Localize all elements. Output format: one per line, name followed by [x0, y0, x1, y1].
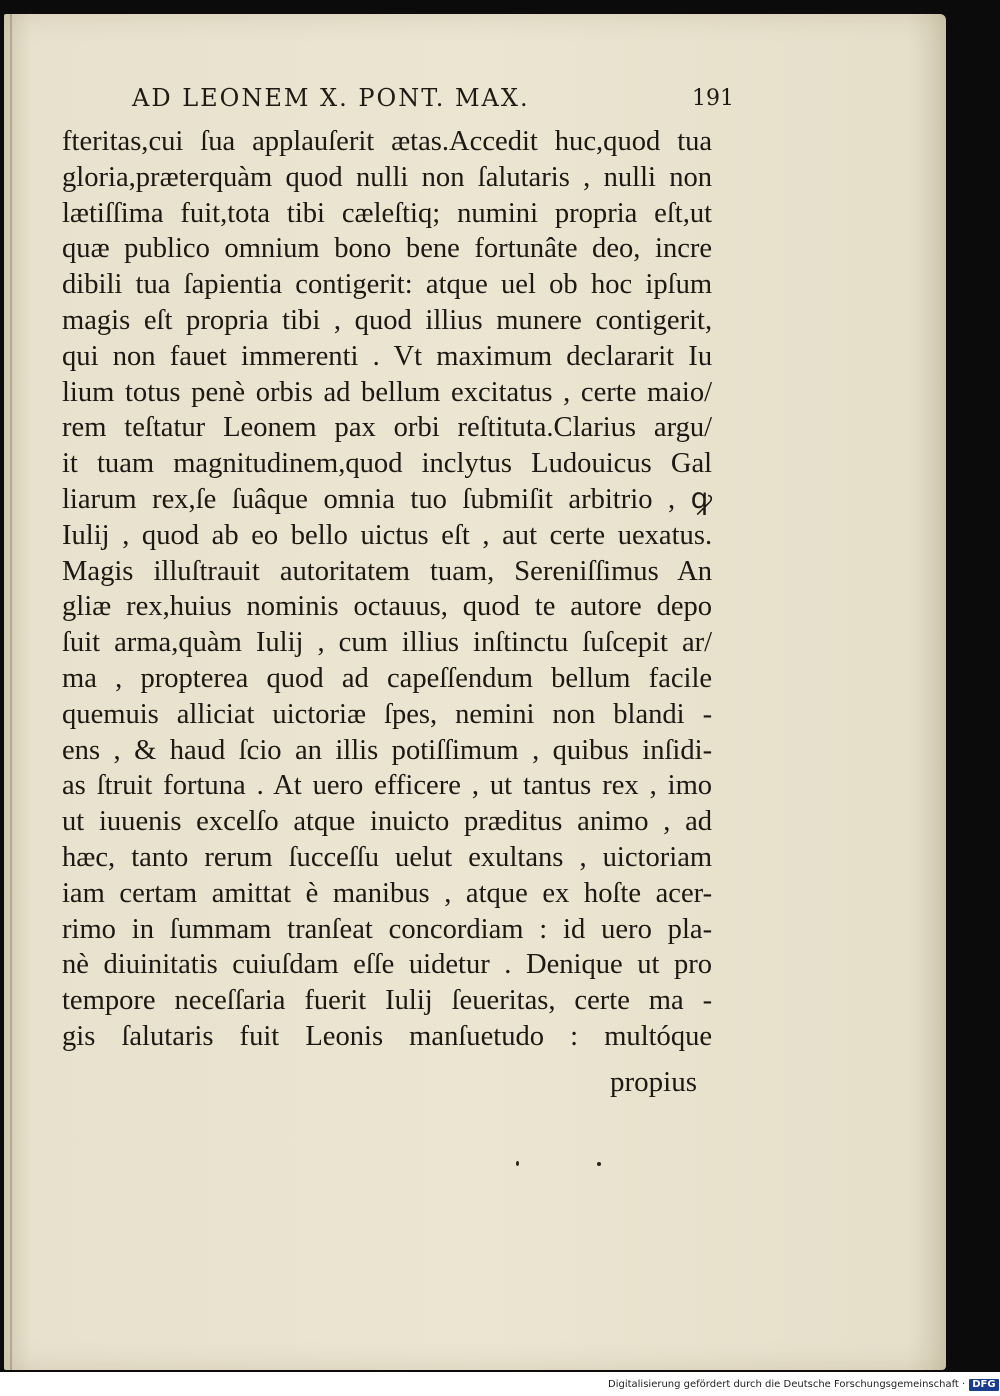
text-line: Iulij , quod ab eo bello uictus eſt , aut certe uexatus.: [62, 518, 713, 551]
text-line: ut iuuenis excelſo atque inuicto præditus animo , ad: [62, 805, 713, 838]
text-line: Magis illuſtrauit autoritatem tuam, Sereniſſimus An: [62, 554, 713, 587]
text-line: nè diuinitatis cuiuſdam eſſe uidetur . Denique ut pro: [62, 948, 713, 981]
text-line: gis ſalutaris fuit Leonis manſuetudo : multóque: [62, 1019, 713, 1052]
text-line: it tuam magnitudinem,quod inclytus Ludouicus Gal: [62, 447, 713, 480]
running-head: AD LEONEM X. PONT. MAX.: [132, 84, 530, 112]
text-line: magis eſt propria tibi , quod illius munere contigerit,: [62, 303, 713, 336]
dfg-logo: DFG: [969, 1379, 998, 1391]
text-line: rem teſtatur Leonem pax orbi reſtituta.Clarius argu/: [62, 411, 713, 444]
catchword: propius: [610, 1066, 697, 1098]
text-line: lium totus penè orbis ad bellum excitatus , certe maio/: [62, 375, 713, 408]
credit-text: Digitalisierung gefördert durch die Deutsche Forschungsgemeinschaft ·: [608, 1379, 966, 1390]
text-line: ens , & haud ſcio an illis potiſſimum , quibus inſidi-: [62, 733, 713, 766]
text-line: tempore neceſſaria fuerit Iulij ſeueritas, certe ma -: [62, 984, 713, 1017]
page-number: 191: [692, 86, 734, 111]
text-line: gliæ rex,huius nominis octauus, quod te autore depo: [62, 590, 713, 623]
book-page: [4, 14, 946, 1370]
text-line: rimo in ſummam tranſeat concordiam : id uero pla-: [62, 912, 713, 945]
text-line: liarum rex,ſe ſuâque omnia tuo ſubmiſit arbitrio , ꝙ: [62, 482, 713, 515]
ink-speck: [597, 1162, 601, 1166]
text-line: lætiſſima fuit,tota tibi cæleſtiq; numini propria eſt,ut: [62, 196, 713, 229]
ink-speck: [516, 1161, 519, 1166]
text-line: fteritas,cui ſua applauſerit ætas.Accedit huc,quod tua: [62, 125, 713, 157]
text-line: iam certam amittat è manibus , atque ex hoſte acer-: [62, 876, 713, 909]
page-gutter: [10, 14, 12, 1370]
text-line: as ſtruit fortuna . At uero efficere , ut tantus rex , imo: [62, 769, 713, 802]
text-line: ſuit arma,quàm Iulij , cum illius inſtinctu ſuſcepit ar/: [62, 626, 713, 659]
body-text: [62, 124, 722, 1055]
digitization-credit: [608, 1379, 999, 1391]
text-line: ma , propterea quod ad capeſſendum bellum facile: [62, 661, 713, 694]
text-line: dibili tua ſapientia contigerit: atque uel ob hoc ipſum: [62, 268, 713, 301]
text-line: gloria,præterquàm quod nulli non ſalutaris , nulli non: [62, 160, 713, 193]
text-line: qui non fauet immerenti . Vt maximum declararit Iu: [62, 339, 713, 372]
text-line: quæ publico omnium bono bene fortunâte deo, incre: [62, 232, 713, 265]
text-line: quemuis alliciat uictoriæ ſpes, nemini non blandi -: [62, 697, 713, 730]
text-line: hæc, tanto rerum ſucceſſu uelut exultans , uictoriam: [62, 840, 713, 873]
